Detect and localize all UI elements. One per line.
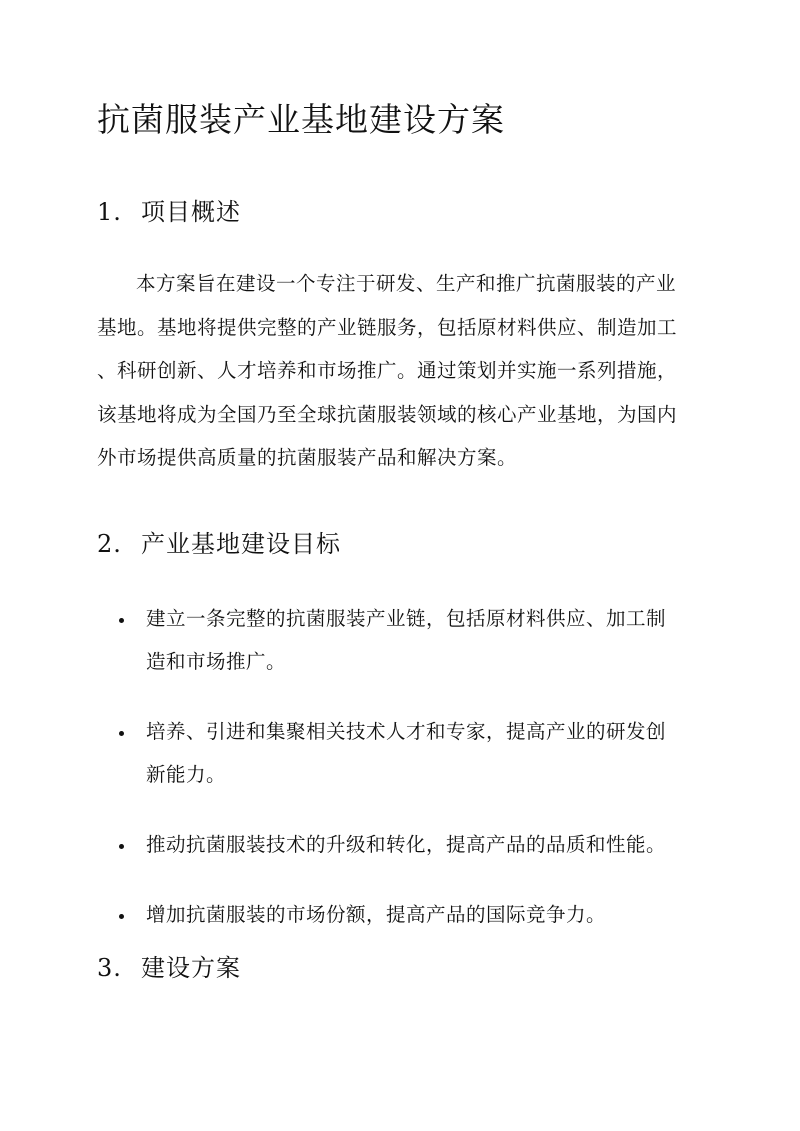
section-number: 2. <box>97 530 122 558</box>
bullet-dot-icon <box>119 914 124 919</box>
paragraph-line: 该基地将成为全国乃至全球抗菌服装领域的核心产业基地，为国内 <box>97 402 678 426</box>
section-number: 1. <box>97 198 122 226</box>
paragraph-line: 、科研创新、人才培养和市场推广。通过策划并实施一系列措施， <box>97 359 678 382</box>
section-heading-overview <box>97 194 241 230</box>
list-item-line: 造和市场推广。 <box>146 650 287 673</box>
bullet-dot-icon <box>119 618 124 623</box>
section-heading-text: 项目概述 <box>141 198 241 226</box>
list-item <box>115 823 715 866</box>
list-item-line: 培养、引进和集聚相关技术人才和专家，提高产业的研发创 <box>146 720 667 743</box>
paragraph-line: 基地。基地将提供完整的产业链服务，包括原材料供应、制造加工 <box>97 315 678 339</box>
list-item-line: 推动抗菌服装技术的升级和转化，提高产品的品质和性能。 <box>146 833 667 856</box>
section-heading-text: 产业基地建设目标 <box>141 530 341 558</box>
list-item <box>115 893 715 936</box>
list-item <box>115 710 715 796</box>
list-item <box>115 597 715 683</box>
section-heading-goals <box>97 526 341 562</box>
paragraph-line: 外市场提供高质量的抗菌服装产品和解决方案。 <box>97 446 518 469</box>
section-heading-plan <box>97 950 241 986</box>
list-item-line: 增加抗菌服装的市场份额，提高产品的国际竞争力。 <box>146 903 607 926</box>
list-item-line: 新能力。 <box>146 763 227 786</box>
overview-paragraph <box>97 262 707 480</box>
section-heading-text: 建设方案 <box>141 954 241 982</box>
paragraph-line: 本方案旨在建设一个专注于研发、生产和推广抗菌服装的产业 <box>136 272 677 295</box>
bullet-dot-icon <box>119 844 124 849</box>
goals-list <box>115 597 715 963</box>
bullet-dot-icon <box>119 731 124 736</box>
section-number: 3. <box>97 954 122 982</box>
document-title: 抗菌服装产业基地建设方案 <box>97 100 505 139</box>
list-item-line: 建立一条完整的抗菌服装产业链，包括原材料供应、加工制 <box>146 607 667 630</box>
